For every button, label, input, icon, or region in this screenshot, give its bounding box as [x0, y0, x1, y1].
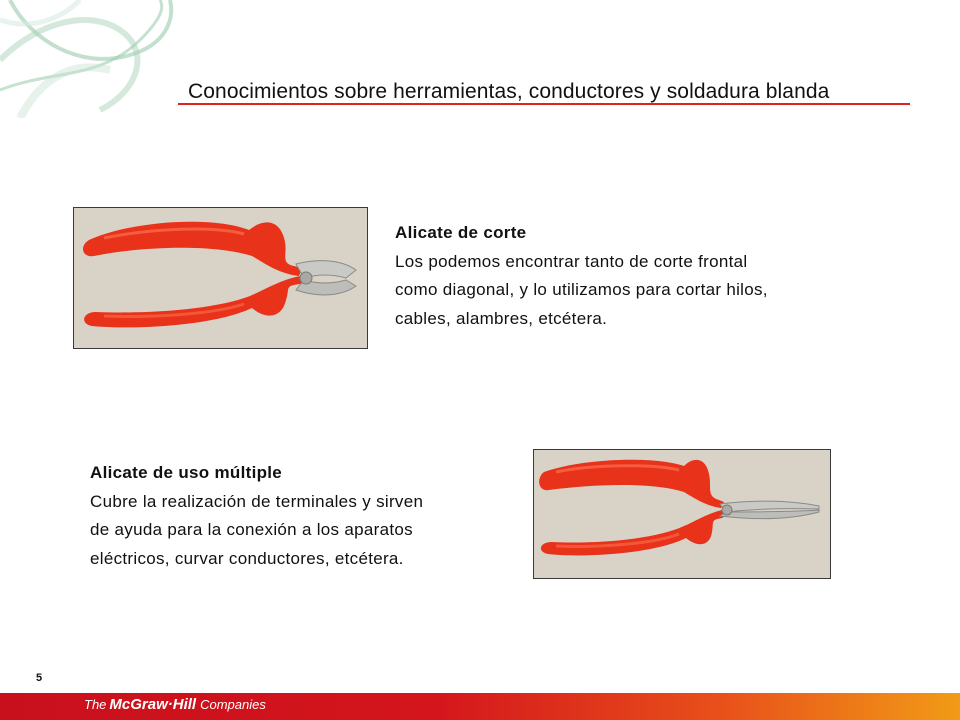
- logo-main: McGraw·Hill: [109, 696, 197, 713]
- multipurpose-pliers-photo: [533, 449, 831, 579]
- text-line: Los podemos encontrar tanto de corte frontal: [395, 251, 748, 271]
- text-line: cables, alambres, etcétera.: [395, 308, 608, 328]
- text-line: de ayuda para la conexión a los aparatos: [90, 520, 413, 539]
- section-heading: Alicate de uso múltiple: [90, 463, 283, 482]
- title-underline: [178, 103, 910, 105]
- publisher-logo: [84, 696, 266, 713]
- footer-bar: [0, 693, 960, 720]
- decorative-swirl: [0, 0, 180, 118]
- page-number: 5: [36, 672, 43, 684]
- slide-title: Conocimientos sobre herramientas, conductores y soldadura blanda: [188, 80, 830, 103]
- multipurpose-pliers-description: [90, 459, 520, 573]
- cutting-pliers-photo: [73, 207, 368, 349]
- text-line: como diagonal, y lo utilizamos para cortar hilos,: [395, 280, 768, 299]
- section-heading: Alicate de corte: [395, 223, 527, 242]
- logo-the: The: [84, 697, 107, 712]
- text-line: Cubre la realización de terminales y sirven: [90, 491, 424, 511]
- logo-sub: Companies: [200, 697, 266, 712]
- text-line: eléctricos, curvar conductores, etcétera.: [90, 548, 404, 568]
- cutting-pliers-description: [395, 219, 855, 333]
